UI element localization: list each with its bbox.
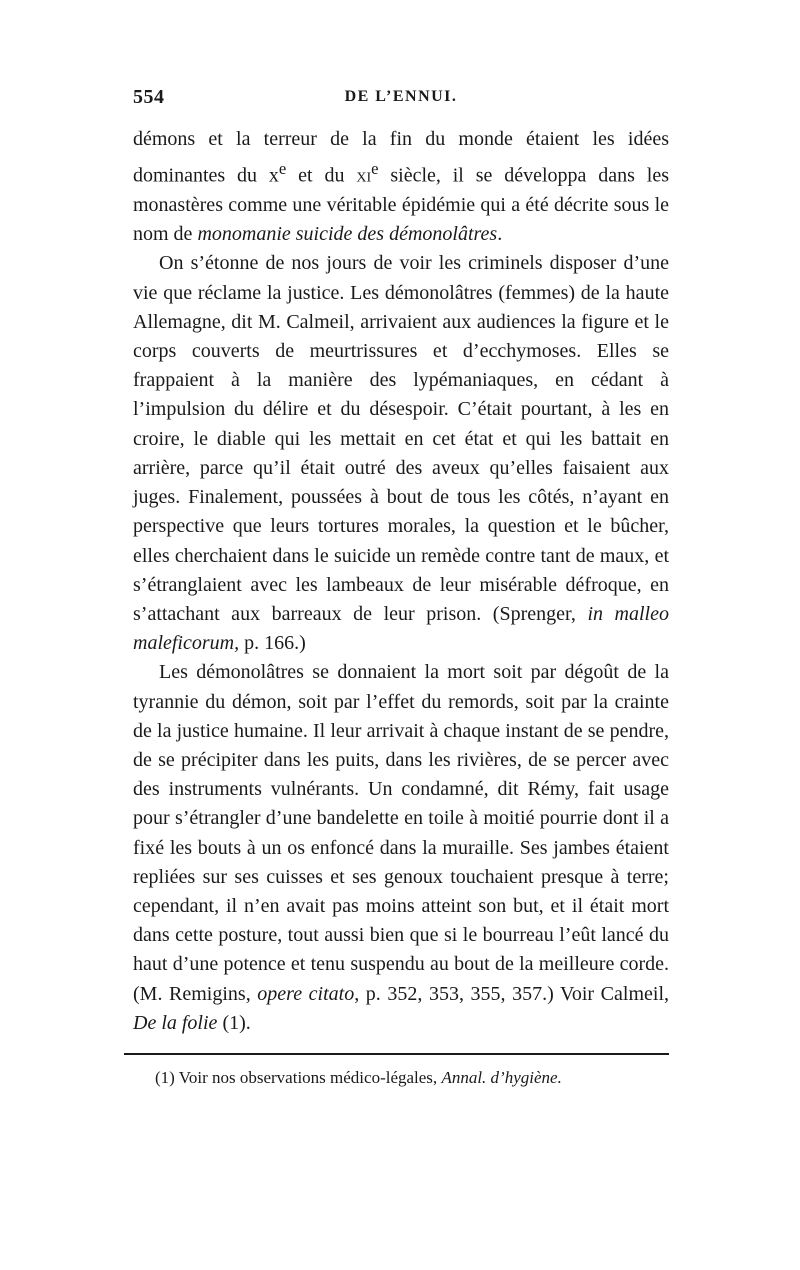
- paragraph-1-text-b: et du: [286, 164, 357, 187]
- italic-de-la-folie: De la folie: [133, 1011, 218, 1034]
- paragraph-2-text-c: p. 166.): [239, 632, 306, 655]
- paragraph-1-text-d: siècle, il se développa dans les monastères comme une véritable épidémie qui a été décrite sous le nom de: [133, 164, 669, 246]
- superscript-e-2: e: [371, 159, 379, 179]
- footnote-rule: [124, 1053, 669, 1055]
- paragraph-1: [133, 125, 669, 249]
- page-number: 554: [133, 86, 165, 108]
- footnote-reference: (1).: [217, 1011, 251, 1034]
- italic-citation-malleo: in malleo maleficorum,: [133, 602, 669, 655]
- roman-numeral-xi: xi: [356, 164, 372, 187]
- paragraph-1-text-a: démons et la terreur de la fin du monde étaient les idées dominantes du x: [133, 128, 669, 187]
- paragraph-2: [133, 249, 669, 658]
- italic-term-monomanie: monomanie suicide des démonolâtres: [197, 223, 498, 246]
- footnote-italic-source: Annal. d’hygiène.: [441, 1068, 562, 1087]
- paragraph-2-text-a: On s’étonne de nos jours de voir les criminels disposer d’une vie que réclame la justice. Les démonolâtres (femmes) de la haute Allemagne, dit M. Calmeil, arrivaient aux audiences la figure et le corps couverts de meurtrissures et d’ecchymoses. Elles se frappaient à la manière des lypémaniaques, en cédant à l’impulsion du délire et du désespoir. C’était pourtant, à les en croire, le diable qui les mettait en cet état et qui les battait en arrière, parce qu’il était outré des aveux qu’elles faisaient aux juges. Finalement, poussées à bout de tous les côtés, n’ayant en perspective que leurs tortures morales, la question et le bûcher, elles cherchaient dans le suicide un remède contre tant de maux, et s’étranglaient avec les lambeaux de leur misérable défroque, en s’attachant aux barreaux de leur prison. (Sprenger,: [133, 252, 669, 625]
- body-text: [133, 125, 669, 1038]
- paragraph-3-text-c: , p. 352, 353, 355, 357.) Voir Calmeil,: [354, 982, 669, 1005]
- footnote-text: (1) Voir nos observations médico-légales,: [155, 1068, 442, 1087]
- page-header: [133, 86, 669, 116]
- superscript-e-1: e: [278, 159, 287, 179]
- paragraph-1-end: .: [497, 223, 503, 246]
- italic-opere-citato: opere citato: [257, 982, 355, 1005]
- paragraph-3-text-a: Les démonolâtres se donnaient la mort soit par dégoût de la tyrannie du démon, soit par l’effet du remords, soit par la crainte de la justice humaine. Il leur arrivait à chaque instant de se pendre, de se précipiter dans les puits, dans les rivières, de se percer avec des instruments vulnérants. Un condamné, dit Rémy, fait usage pour s’étrangler d’une bandelette en toile à moitié pourrie dont il a fixé les bouts à un os enfoncé dans la muraille. Ses jambes étaient repliées sur ses cuisses et ses genoux touchaient presque à terre; cependant, il n’en avait pas moins atteint son but, et il était mort dans cette posture, tout aussi bien que si le bourreau l’eût lancé du haut d’une potence et tenu suspendu au bout de la meilleure corde. (M. Remigins,: [133, 661, 669, 1005]
- paragraph-3: [133, 658, 669, 1038]
- footnote: [155, 1066, 675, 1090]
- running-head: DE L’ENNUI.: [344, 88, 458, 105]
